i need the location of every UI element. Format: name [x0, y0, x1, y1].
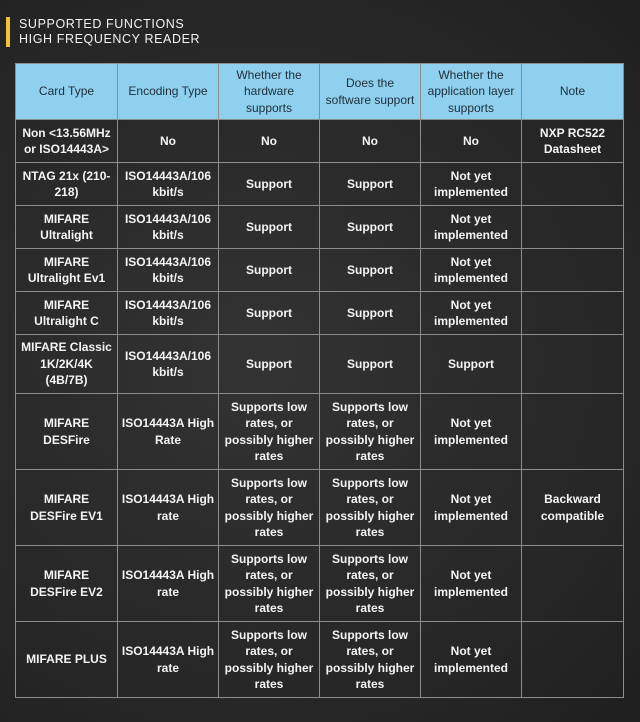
header-line-1: SUPPORTED FUNCTIONS [19, 17, 185, 31]
cell-software: Supports low rates, or possibly higher rates [320, 470, 421, 546]
cell-encoding-type: ISO14443A/106 kbit/s [118, 163, 219, 206]
header-title [19, 17, 200, 47]
cell-application: Not yet implemented [421, 546, 522, 622]
page-header [6, 17, 200, 47]
cell-encoding-type: ISO14443A/106 kbit/s [118, 249, 219, 292]
cell-card-type: NTAG 21x (210-218) [16, 163, 118, 206]
cell-card-type: MIFARE Ultralight Ev1 [16, 249, 118, 292]
cell-note [522, 292, 624, 335]
cell-note [522, 394, 624, 470]
cell-hardware: No [219, 120, 320, 163]
column-header-application: Whether the application layer supports [421, 64, 522, 120]
cell-application: Not yet implemented [421, 206, 522, 249]
cell-encoding-type: ISO14443A High rate [118, 470, 219, 546]
cell-card-type: Non <13.56MHz or ISO14443A> [16, 120, 118, 163]
cell-card-type: MIFARE PLUS [16, 622, 118, 698]
cell-software: Supports low rates, or possibly higher rates [320, 394, 421, 470]
cell-hardware: Support [219, 249, 320, 292]
cell-card-type: MIFARE Ultralight [16, 206, 118, 249]
cell-software: Support [320, 249, 421, 292]
cell-hardware: Supports low rates, or possibly higher rates [219, 394, 320, 470]
cell-note: Backward compatible [522, 470, 624, 546]
table-row [16, 249, 624, 292]
column-header-software: Does the software support [320, 64, 421, 120]
cell-application: No [421, 120, 522, 163]
cell-encoding-type: No [118, 120, 219, 163]
cell-software: Support [320, 292, 421, 335]
cell-note [522, 335, 624, 394]
cell-encoding-type: ISO14443A High Rate [118, 394, 219, 470]
cell-hardware: Support [219, 292, 320, 335]
cell-software: No [320, 120, 421, 163]
cell-software: Support [320, 206, 421, 249]
cell-encoding-type: ISO14443A/106 kbit/s [118, 206, 219, 249]
cell-application: Not yet implemented [421, 394, 522, 470]
cell-encoding-type: ISO14443A/106 kbit/s [118, 292, 219, 335]
table-row [16, 470, 624, 546]
cell-hardware: Support [219, 206, 320, 249]
cell-encoding-type: ISO14443A/106 kbit/s [118, 335, 219, 394]
cell-card-type: MIFARE Ultralight C [16, 292, 118, 335]
cell-software: Supports low rates, or possibly higher rates [320, 622, 421, 698]
cell-card-type: MIFARE Classic 1K/2K/4K (4B/7B) [16, 335, 118, 394]
cell-software: Support [320, 335, 421, 394]
cell-encoding-type: ISO14443A High rate [118, 622, 219, 698]
table-row [16, 622, 624, 698]
cell-note: NXP RC522 Datasheet [522, 120, 624, 163]
cell-hardware: Supports low rates, or possibly higher rates [219, 470, 320, 546]
cell-note [522, 546, 624, 622]
cell-note [522, 622, 624, 698]
accent-bar [6, 17, 10, 47]
cell-application: Support [421, 335, 522, 394]
cell-card-type: MIFARE DESFire EV1 [16, 470, 118, 546]
table-row [16, 120, 624, 163]
cell-hardware: Support [219, 335, 320, 394]
column-header-encoding-type: Encoding Type [118, 64, 219, 120]
table-row [16, 206, 624, 249]
cell-card-type: MIFARE DESFire EV2 [16, 546, 118, 622]
table-row [16, 292, 624, 335]
cell-application: Not yet implemented [421, 249, 522, 292]
table-row [16, 335, 624, 394]
cell-note [522, 206, 624, 249]
table-row [16, 163, 624, 206]
cell-note [522, 249, 624, 292]
cell-hardware: Supports low rates, or possibly higher rates [219, 546, 320, 622]
header-line-2: HIGH FREQUENCY READER [19, 32, 201, 46]
cell-hardware: Support [219, 163, 320, 206]
cell-application: Not yet implemented [421, 163, 522, 206]
table-row [16, 394, 624, 470]
cell-application: Not yet implemented [421, 470, 522, 546]
table-row [16, 546, 624, 622]
cell-software: Supports low rates, or possibly higher rates [320, 546, 421, 622]
functions-table [15, 63, 624, 698]
cell-application: Not yet implemented [421, 622, 522, 698]
table-header-row [16, 64, 624, 120]
column-header-card-type: Card Type [16, 64, 118, 120]
column-header-note: Note [522, 64, 624, 120]
cell-note [522, 163, 624, 206]
cell-software: Support [320, 163, 421, 206]
cell-card-type: MIFARE DESFire [16, 394, 118, 470]
column-header-hardware: Whether the hardware supports [219, 64, 320, 120]
cell-hardware: Supports low rates, or possibly higher rates [219, 622, 320, 698]
cell-encoding-type: ISO14443A High rate [118, 546, 219, 622]
cell-application: Not yet implemented [421, 292, 522, 335]
